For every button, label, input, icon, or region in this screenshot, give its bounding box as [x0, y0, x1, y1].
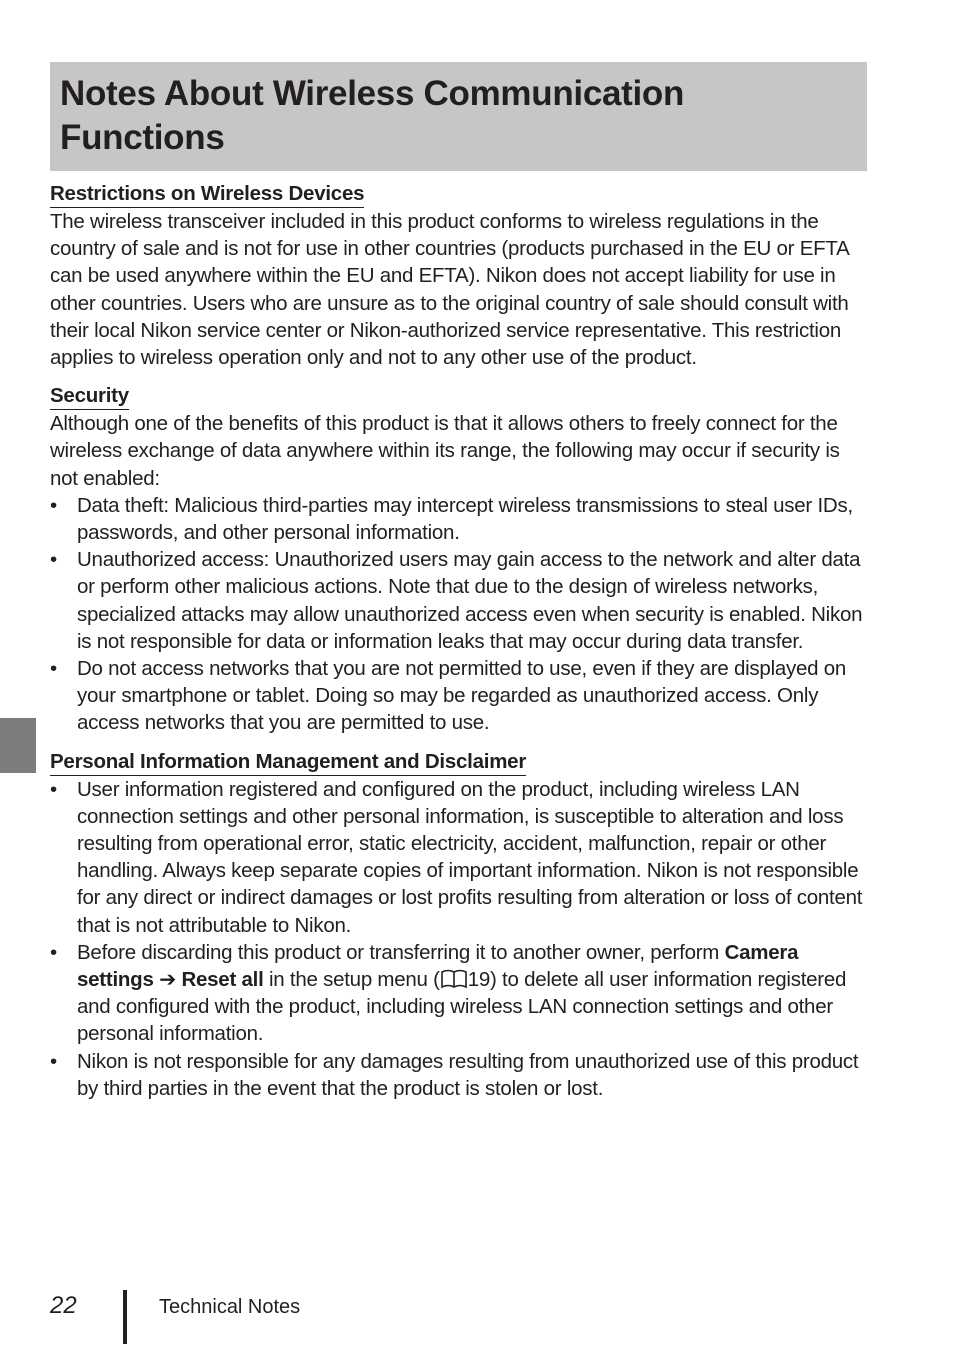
bullet-icon: •	[50, 940, 57, 964]
list-item: • Nikon is not responsible for any damages resulting from unauthorized use of this product by third parties in the event that the product is stolen or lost.	[50, 1049, 859, 1100]
page-ref: 19	[467, 968, 491, 992]
restrictions-body: The wireless transceiver included in this product conforms to wireless regulations in the country of sale and is not for use in other countries (products purchased in the EU or EFTA can be used anywhere within the EU and EFTA). Nikon does not accept liability for use in other countries. Users who are unsure as to the original country of sale should consult with their local Nikon service center or Nikon-authorized service representative. This restriction applies to wireless operation only and not to any other use of the product.	[50, 210, 849, 370]
list-item: • Unauthorized access: Unauthorized users may gain access to the network and alter data or perform other malicious actions. Note that due to the design of wireless networks, specialized attacks may allow unauthorized access even when security is enabled. Nikon is not responsible for data or information leaks that may occur during data transfer.	[50, 548, 863, 653]
list-item: • User information registered and configured on the product, including wireless LAN connection settings and other personal information, is susceptible to alteration and loss resulting from operational error, static electricity, accident, malfunction, repair or other handling. Always keep separate copies of important information. Nikon is not responsible for any direct or indirect damages or lost profits resulting from alteration or loss of content that is not attributable to Nikon.	[50, 777, 863, 937]
bullet-icon: •	[50, 548, 57, 572]
footer-divider	[123, 1290, 127, 1344]
personal-info-list	[50, 776, 865, 1102]
bullet-icon: •	[50, 657, 57, 681]
heading-personal-info: Personal Information Management and Disclaimer	[50, 749, 526, 776]
chapter-tab	[0, 718, 36, 773]
section-security	[50, 382, 865, 736]
arrow-icon: ➔	[159, 968, 176, 992]
list-item: • Before discarding this product or transferring it to another owner, perform Camera settings ➔ Reset all in the setup menu ( 19) to delete all user information registered and configured with the product, including wireless LAN connection settings and other personal information.	[50, 940, 847, 1046]
page-title: Notes About Wireless Communication Functions	[60, 74, 685, 157]
section-personal-info	[50, 748, 865, 1102]
bullet-icon: •	[50, 493, 57, 517]
security-intro: Although one of the benefits of this product is that it allows others to freely connect for the wireless exchange of data anywhere within its range, the following may occur if security is not enabled:	[50, 412, 840, 490]
list-item: • Do not access networks that you are not permitted to use, even if they are displayed on your smartphone or tablet. Doing so may be regarded as unauthorized access. Only access networks that you are permitted to use.	[50, 657, 847, 735]
footer-section-label: Technical Notes	[159, 1296, 301, 1318]
book-icon	[440, 969, 468, 989]
heading-security: Security	[50, 383, 129, 410]
bullet-icon: •	[50, 1049, 57, 1073]
security-list	[50, 492, 865, 737]
section-restrictions	[50, 180, 865, 371]
page-content	[50, 180, 865, 1113]
heading-restrictions: Restrictions on Wireless Devices	[50, 181, 364, 208]
title-banner	[50, 62, 867, 171]
list-item: • Data theft: Malicious third-parties may intercept wireless transmissions to steal user IDs, passwords, and other personal information.	[50, 493, 853, 545]
page-number: 22	[50, 1292, 77, 1319]
bullet-icon: •	[50, 777, 57, 801]
menu-item-reset-all: Reset all	[181, 968, 264, 992]
menu-item-camera-settings: Camera settings	[77, 940, 799, 992]
